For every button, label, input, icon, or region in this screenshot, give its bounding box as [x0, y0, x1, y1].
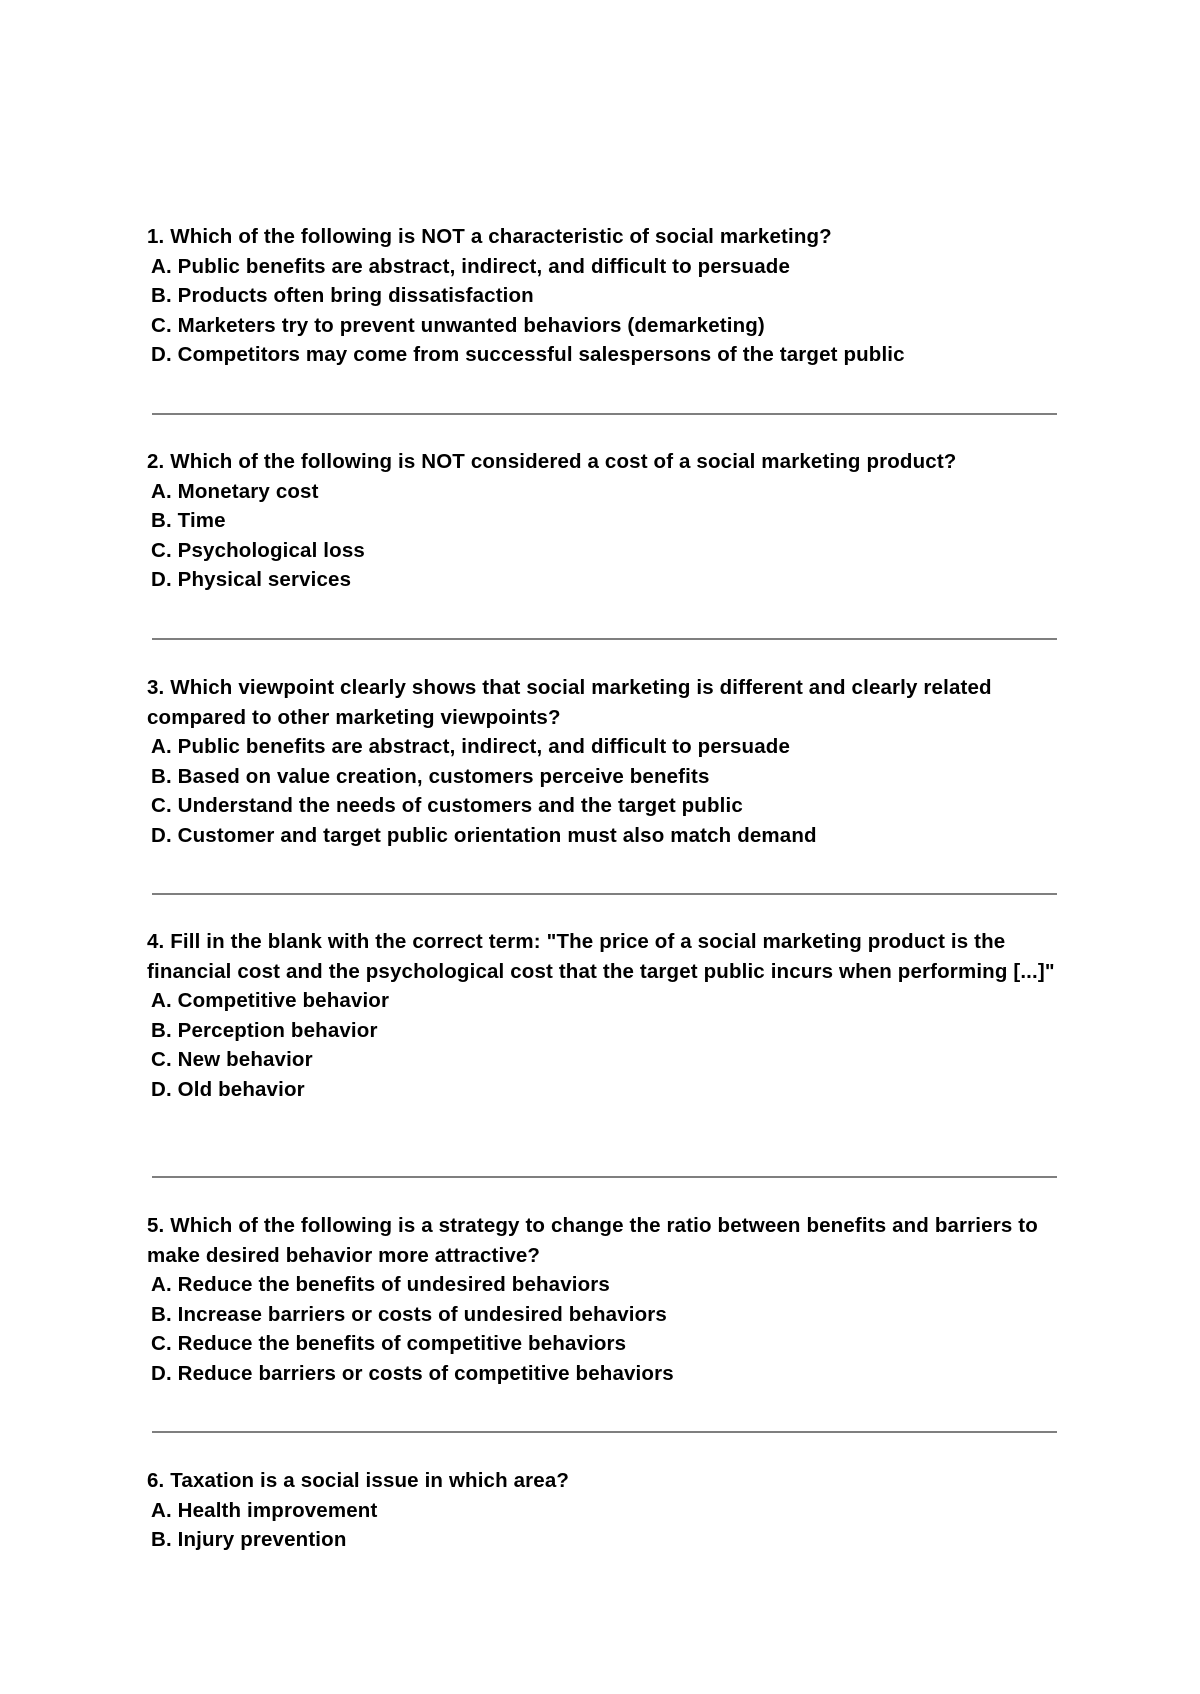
question-4-option-a: A. Competitive behavior [151, 989, 390, 1012]
question-separator [152, 893, 1057, 895]
question-2 [147, 447, 1059, 595]
question-2-option-c: C. Psychological loss [151, 538, 365, 562]
question-separator [152, 638, 1057, 640]
question-3-option-b: B. Based on value creation, customers perceive benefits [151, 764, 710, 788]
question-separator [152, 413, 1057, 415]
question-3-text: 3. Which viewpoint clearly shows that social marketing is different and clearly related compared to other marketing viewpoints? [147, 676, 992, 729]
question-2-option-a: A. Monetary cost [151, 479, 319, 503]
question-2-option-b: B. Time [151, 509, 226, 532]
question-4-option-c: C. New behavior [151, 1048, 313, 1071]
question-3 [147, 673, 1059, 850]
question-5-option-d: D. Reduce barriers or costs of competitive behaviors [151, 1361, 674, 1385]
question-4-text: 4. Fill in the blank with the correct term: "The price of a social marketing product is the financial cost and the psychological cost that the target public incurs when performing [...]" [147, 930, 1055, 983]
question-6-text: 6. Taxation is a social issue in which area? [147, 1469, 570, 1492]
question-1-option-a: A. Public benefits are abstract, indirect, and difficult to persuade [151, 254, 790, 278]
question-1 [147, 222, 1059, 370]
question-4-option-b: B. Perception behavior [151, 1018, 378, 1042]
question-5 [147, 1211, 1059, 1388]
question-1-text: 1. Which of the following is NOT a characteristic of social marketing? [147, 225, 832, 248]
question-3-option-c: C. Understand the needs of customers and the target public [151, 794, 743, 817]
question-4 [147, 927, 1059, 1104]
question-5-text: 5. Which of the following is a strategy to change the ratio between benefits and barriers to make desired behavior more attractive? [147, 1214, 1038, 1267]
question-2-option-d: D. Physical services [151, 568, 352, 591]
question-6-option-a: A. Health improvement [151, 1498, 378, 1522]
question-4-option-d: D. Old behavior [151, 1077, 305, 1101]
question-separator [152, 1431, 1057, 1433]
question-3-option-d: D. Customer and target public orientation must also match demand [151, 823, 817, 847]
question-1-option-b: B. Products often bring dissatisfaction [151, 284, 534, 307]
question-1-option-d: D. Competitors may come from successful salespersons of the target public [151, 343, 905, 366]
question-2-text: 2. Which of the following is NOT considered a cost of a social marketing product? [147, 450, 957, 473]
question-3-option-a: A. Public benefits are abstract, indirect, and difficult to persuade [151, 735, 790, 758]
question-5-option-a: A. Reduce the benefits of undesired behaviors [151, 1273, 610, 1296]
question-5-option-c: C. Reduce the benefits of competitive behaviors [151, 1332, 627, 1355]
question-1-option-c: C. Marketers try to prevent unwanted behaviors (demarketing) [151, 313, 765, 337]
question-6 [147, 1466, 1059, 1555]
question-6-option-b: B. Injury prevention [151, 1528, 347, 1551]
question-separator [152, 1176, 1057, 1178]
question-5-option-b: B. Increase barriers or costs of undesired behaviors [151, 1302, 667, 1326]
